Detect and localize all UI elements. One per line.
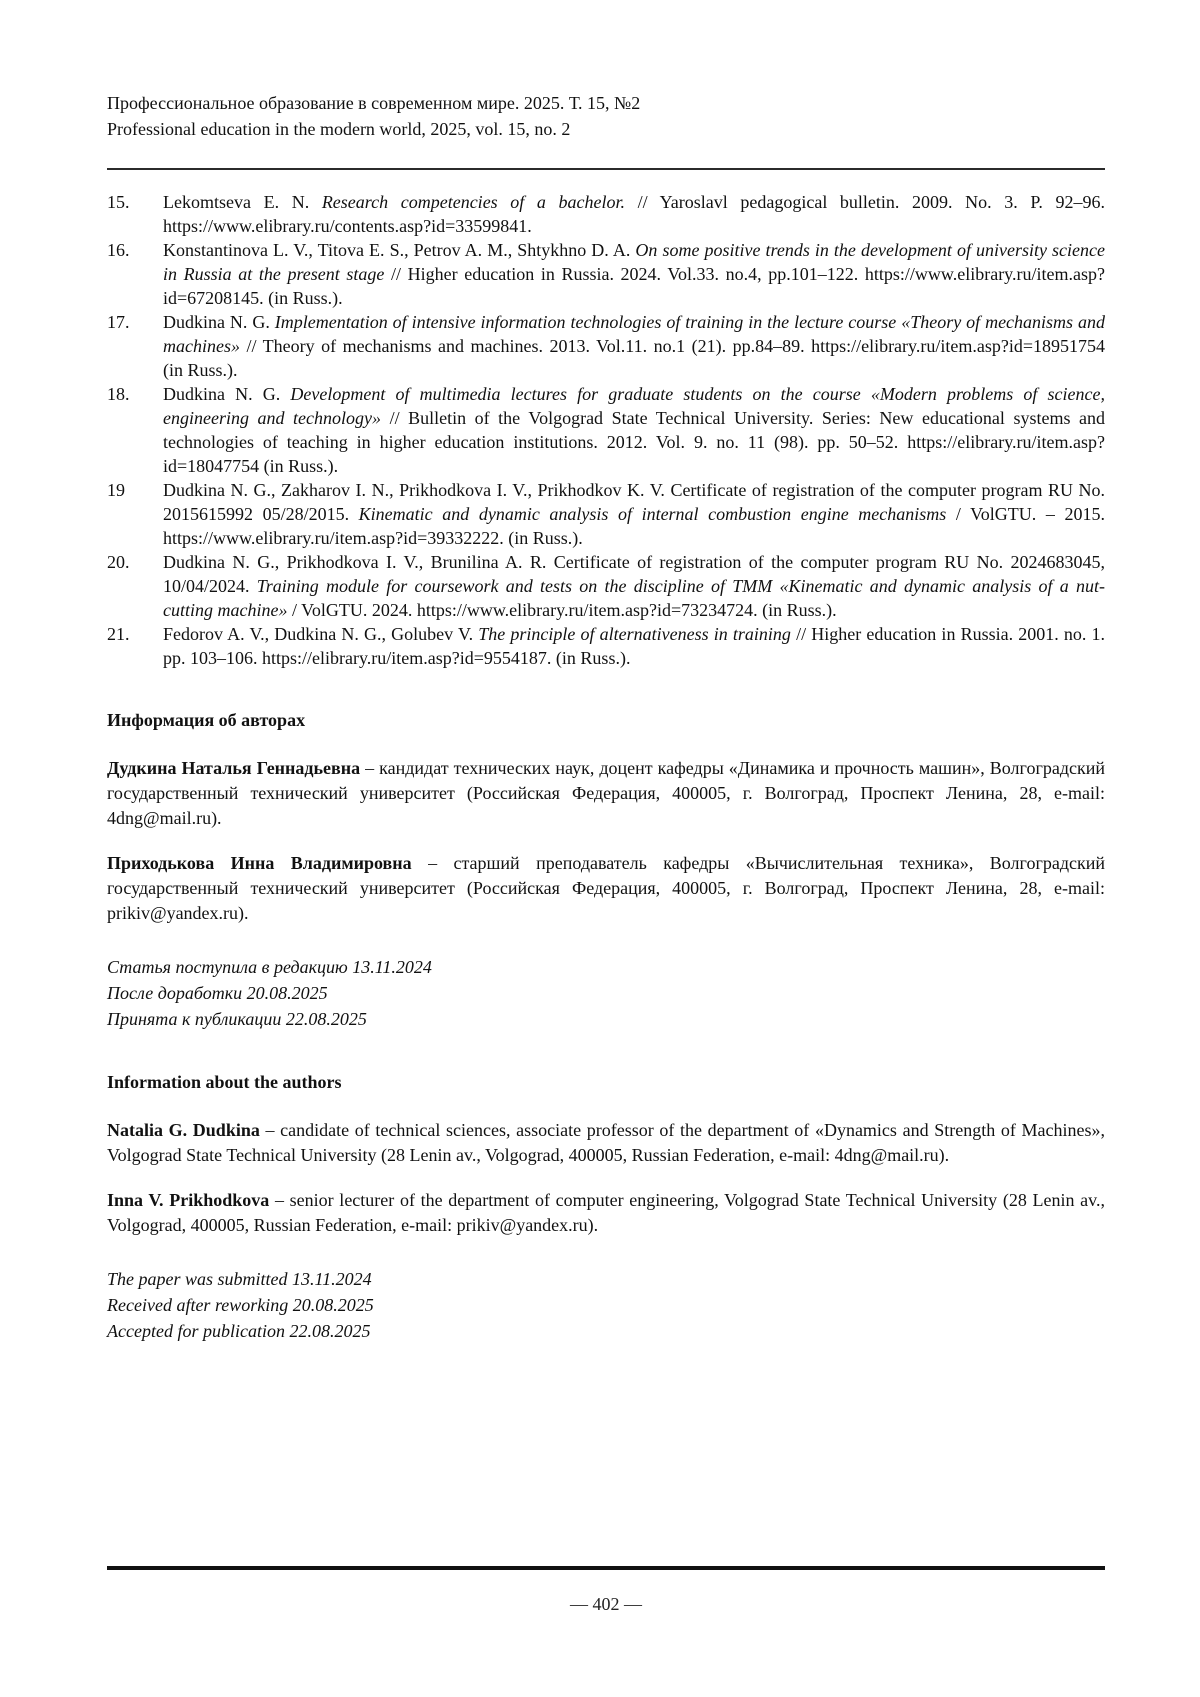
author-name: Inna V. Prikhodkova [107,1190,270,1210]
reference-number: 16. [107,240,130,260]
submission-dates-en [107,1266,1105,1344]
author-description: – candidate of technical sciences, associate professor of the department of «Dynamics and Strength of Machines», Volgograd State Technical University (28 Lenin av., Volgograd, 400005, Russian Federation, e-mail: 4dng@mail.ru). [107,1120,1105,1165]
running-header [107,90,1105,170]
date-accepted-ru: Принята к публикации 22.08.2025 [107,1009,367,1029]
reference-text: Dudkina N. G. Implementation of intensive information technologies of training in the lecture course «Theory of mechanisms and machines» // Theory of mechanisms and machines. 2013. Vol.11. no.1 (21). pp.84–89. https://elibrary.ru/item.asp?id=18951754 (in Russ.). [163,312,1105,380]
author-name: Дудкина Наталья Геннадьевна [107,758,361,778]
page-footer [107,1566,1105,1615]
authors-heading-ru: Информация об авторах [107,710,306,730]
date-reworked-ru: После доработки 20.08.2025 [107,983,328,1003]
reference-item [107,550,1105,622]
header-rule [107,168,1105,170]
author-name: Natalia G. Dudkina [107,1120,260,1140]
reference-number: 18. [107,384,130,404]
page-content [107,90,1105,1344]
journal-title-en: Professional education in the modern world, 2025, vol. 15, no. 2 [107,119,571,139]
reference-text: Konstantinova L. V., Titova E. S., Petrov A. M., Shtykhno D. A. On some positive trends in the development of university science in Russia at the present stage // Higher education in Russia. 2024. Vol.33. no.4, pp.101–122. https://www.elibrary.ru/item.asp?id=67208145. (in Russ.). [163,240,1105,308]
reference-item [107,478,1105,550]
reference-item [107,190,1105,238]
date-submitted-ru: Статья поступила в редакцию 13.11.2024 [107,957,432,977]
reference-item [107,238,1105,310]
reference-number: 17. [107,312,130,332]
reference-number: 21. [107,624,130,644]
author-paragraph-en-prikhodkova [107,1188,1105,1238]
date-accepted-en: Accepted for publication 22.08.2025 [107,1321,371,1341]
authors-heading-en: Information about the authors [107,1072,342,1092]
author-description: – кандидат технических наук, доцент кафедры «Динамика и прочность машин», Волгоградский государственный технический университет (Российская Федерация, 400005, г. Волгоград, Проспект Ленина, 28, e-mail: 4dng@mail.ru). [107,758,1105,828]
author-paragraph-ru-prikhodkova [107,851,1105,926]
reference-item [107,382,1105,478]
footer-rule [107,1566,1105,1570]
reference-list [107,190,1105,670]
reference-item [107,622,1105,670]
reference-text: Fedorov A. V., Dudkina N. G., Golubev V. The principle of alternativeness in training // Higher education in Russia. 2001. no. 1. pp. 103–106. https://elibrary.ru/item.asp?id=9554187. (in Russ.). [163,624,1105,668]
date-reworked-en: Received after reworking 20.08.2025 [107,1295,374,1315]
author-name: Приходькова Инна Владимировна [107,853,412,873]
journal-title-ru: Профессиональное образование в современном мире. 2025. Т. 15, №2 [107,93,641,113]
reference-number: 15. [107,192,130,212]
submission-dates-ru [107,954,1105,1032]
reference-text: Lekomtseva E. N. Research competencies of a bachelor. // Yaroslavl pedagogical bulletin. 2009. No. 3. P. 92–96. https://www.elibrary.ru/contents.asp?id=33599841. [163,192,1106,236]
page-number: — 402 — [570,1594,642,1614]
reference-number: 19 [107,480,125,500]
reference-text: Dudkina N. G. Development of multimedia lectures for graduate students on the course «Modern problems of science, engineering and technology» // Bulletin of the Volgograd State Technical University. Series: New educational systems and technologies of teaching in higher education institutions. 2012. Vol. 9. no. 11 (98). pp. 50–52. https://elibrary.ru/item.asp?id=18047754 (in Russ.). [163,384,1105,476]
author-description: – старший преподаватель кафедры «Вычислительная техника», Волгоградский государственный технический университет (Российская Федерация, 400005, г. Волгоград, Проспект Ленина, 28, e-mail: prikiv@yandex.ru). [107,853,1105,923]
reference-text: Dudkina N. G., Zakharov I. N., Prikhodkova I. V., Prikhodkov K. V. Certificate of registration of the computer program RU No. 2015615992 05/28/2015. Kinematic and dynamic analysis of internal combustion engine mechanisms / VolGTU. – 2015. https://www.elibrary.ru/item.asp?id=39332222. (in Russ.). [163,480,1105,548]
date-submitted-en: The paper was submitted 13.11.2024 [107,1269,372,1289]
author-description: – senior lecturer of the department of computer engineering, Volgograd State Technical University (28 Lenin av., Volgograd, 400005, Russian Federation, e-mail: prikiv@yandex.ru). [107,1190,1105,1235]
reference-item [107,310,1105,382]
author-paragraph-ru-dudkina [107,756,1105,831]
reference-text: Dudkina N. G., Prikhodkova I. V., Brunilina A. R. Certificate of registration of the computer program RU No. 2024683045, 10/04/2024. Training module for coursework and tests on the discipline of TMM «Kinematic and dynamic analysis of a nut-cutting machine» / VolGTU. 2024. https://www.elibrary.ru/item.asp?id=73234724. (in Russ.). [163,552,1105,620]
reference-number: 20. [107,552,130,572]
author-paragraph-en-dudkina [107,1118,1105,1168]
